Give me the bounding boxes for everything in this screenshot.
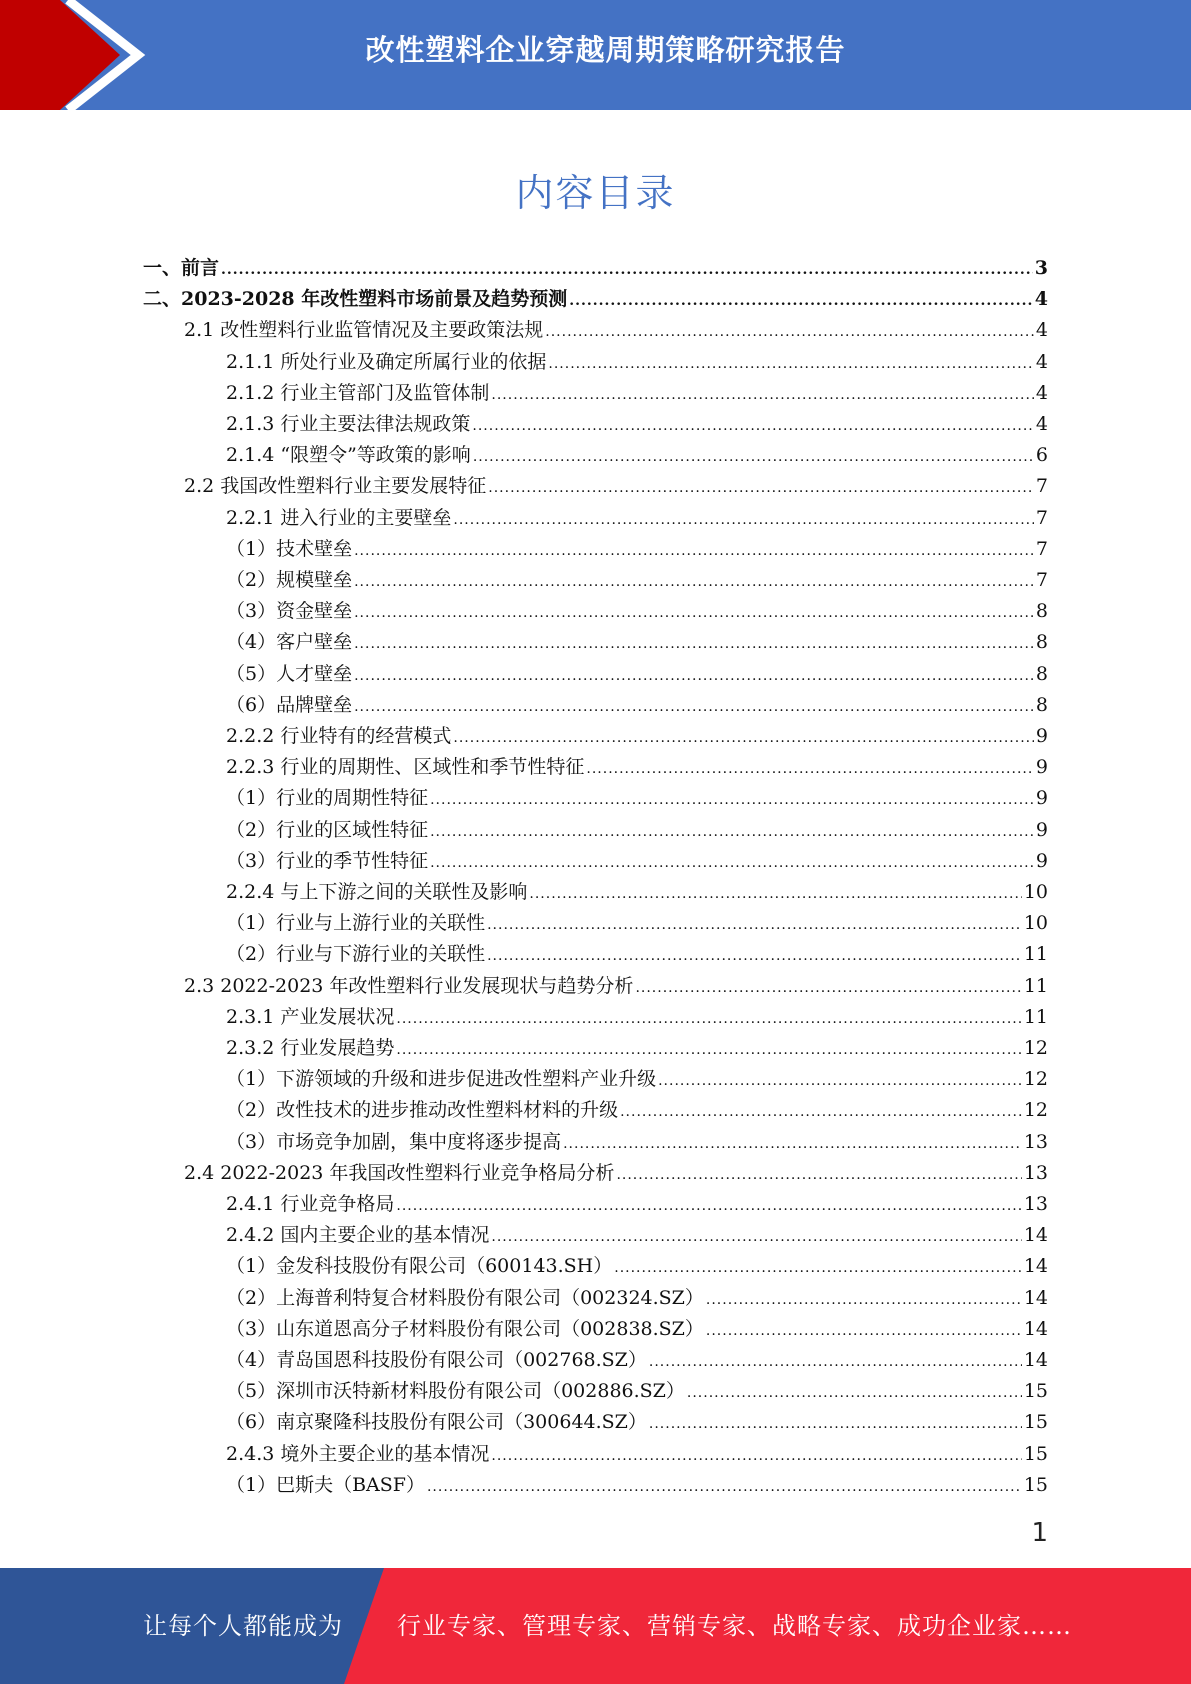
toc-dot-leader — [396, 1004, 1021, 1035]
toc-dot-leader — [706, 1316, 1022, 1347]
toc-entry[interactable] — [226, 939, 1048, 970]
toc-dot-leader — [354, 567, 1034, 598]
toc-entry-page: 8 — [1035, 693, 1048, 716]
toc-entry-page: 9 — [1035, 756, 1048, 779]
toc-entry[interactable] — [226, 1314, 1048, 1345]
toc-entry-page: 7 — [1035, 569, 1048, 591]
toc-entry[interactable] — [184, 315, 1048, 346]
toc-dot-leader — [620, 1097, 1022, 1128]
toc-entry[interactable] — [226, 596, 1048, 627]
toc-entry-label: （2）规模壁垒 — [226, 569, 353, 591]
toc-entry-label: 2.2.3 行业的周期性、区域性和季节性特征 — [226, 756, 585, 779]
toc-dot-leader — [488, 473, 1034, 504]
toc-dot-leader — [354, 629, 1034, 660]
toc-entry[interactable] — [226, 1095, 1048, 1126]
toc-entry-label: （2）行业的区域性特征 — [226, 818, 429, 841]
toc-entry[interactable] — [226, 1376, 1048, 1407]
toc-entry[interactable] — [226, 534, 1048, 565]
toc-entry-page: 4 — [1034, 288, 1048, 311]
toc-dot-leader — [427, 1472, 1022, 1503]
toc-heading: 内容目录 — [515, 171, 676, 215]
toc-entry-page: 4 — [1035, 319, 1048, 342]
toc-entry[interactable] — [226, 409, 1048, 440]
toc-dot-leader — [548, 349, 1034, 380]
toc-entry-label: （6）品牌壁垒 — [226, 693, 353, 716]
toc-entry[interactable] — [226, 1439, 1048, 1470]
footer-slogan-left: 让每个人都能成为 — [143, 1612, 343, 1640]
toc-entry-label: （5）深圳市沃特新材料股份有限公司（002886.SZ） — [226, 1380, 685, 1403]
toc-entry-page: 15 — [1023, 1442, 1048, 1465]
toc-entry-label: （3）市场竞争加剧，集中度将逐步提高 — [226, 1130, 562, 1153]
toc-dot-leader — [221, 255, 1033, 286]
toc-entry-page: 15 — [1023, 1473, 1048, 1496]
toc-entry-label: （1）行业与上游行业的关联性 — [226, 912, 486, 935]
toc-dot-leader — [354, 692, 1034, 723]
toc-entry-label: 2.4.1 行业竞争格局 — [226, 1193, 395, 1215]
toc-entry-label: 2.1.2 行业主管部门及监管体制 — [226, 381, 490, 404]
toc-entry-label: （1）技术壁垒 — [226, 537, 353, 560]
toc-entry-label: （6）南京聚隆科技股份有限公司（300644.SZ） — [226, 1411, 647, 1434]
toc-entry-page: 9 — [1035, 725, 1048, 747]
toc-entry-label: 一、前言 — [143, 257, 220, 279]
toc-entry-page: 8 — [1035, 631, 1048, 654]
toc-entry-page: 4 — [1035, 350, 1048, 373]
toc-entry-label: （1）巴斯夫（BASF） — [226, 1473, 425, 1496]
toc-entry[interactable] — [143, 284, 1048, 315]
toc-entry[interactable] — [226, 815, 1048, 846]
toc-entry-page: 9 — [1035, 787, 1048, 810]
toc-dot-leader — [491, 1222, 1021, 1253]
toc-entry[interactable] — [226, 347, 1048, 378]
toc-dot-leader — [649, 1409, 1022, 1440]
toc-entry-label: 二、2023-2028 年改性塑料市场前景及趋势预测 — [143, 288, 568, 311]
toc-entry-page: 14 — [1023, 1349, 1048, 1371]
toc-entry-page: 9 — [1035, 818, 1048, 841]
toc-dot-leader — [453, 723, 1034, 754]
toc-entry[interactable] — [226, 1407, 1048, 1438]
toc-entry-label: 2.1 改性塑料行业监管情况及主要政策法规 — [184, 319, 544, 342]
toc-dot-leader — [487, 910, 1022, 941]
toc-dot-leader — [473, 442, 1034, 473]
toc-entry-page: 7 — [1035, 506, 1048, 529]
toc-entry-label: 2.1.4 “限塑令”等政策的影响 — [226, 444, 471, 467]
toc-entry-page: 12 — [1023, 1099, 1048, 1122]
toc-entry[interactable] — [226, 1002, 1048, 1033]
toc-entry-page: 9 — [1035, 849, 1048, 872]
toc-entry-label: （4）青岛国恩科技股份有限公司（002768.SZ） — [226, 1349, 647, 1371]
toc-entry[interactable] — [226, 1033, 1048, 1064]
toc-entry[interactable] — [226, 1283, 1048, 1314]
toc-entry-page: 14 — [1023, 1317, 1048, 1340]
toc-entry[interactable] — [226, 1189, 1048, 1220]
toc-dot-leader — [487, 941, 1022, 972]
toc-entry-label: （3）行业的季节性特征 — [226, 849, 429, 872]
toc-entry-page: 3 — [1034, 257, 1048, 279]
toc-dot-leader — [491, 1441, 1021, 1472]
toc-entry-label: 2.4.2 国内主要企业的基本情况 — [226, 1224, 490, 1247]
toc-entry-label: （1）下游领域的升级和进步促进改性塑料产业升级 — [226, 1068, 657, 1091]
toc-entry-label: 2.3.1 产业发展状况 — [226, 1005, 395, 1028]
toc-entry-page: 14 — [1023, 1255, 1048, 1278]
toc-entry-label: （2）改性技术的进步推动改性塑料材料的升级 — [226, 1099, 619, 1122]
toc-entry-page: 15 — [1023, 1411, 1048, 1434]
toc-dot-leader — [614, 1253, 1022, 1284]
toc-entry-page: 14 — [1023, 1286, 1048, 1309]
toc-dot-leader — [396, 1035, 1021, 1066]
toc-entry[interactable] — [226, 503, 1048, 534]
toc-entry[interactable] — [226, 627, 1048, 658]
toc-entry-label: （2）行业与下游行业的关联性 — [226, 943, 486, 966]
toc-entry[interactable] — [226, 846, 1048, 877]
toc-entry[interactable] — [184, 1158, 1048, 1189]
toc-entry[interactable] — [226, 659, 1048, 690]
toc-dot-leader — [354, 661, 1034, 692]
toc-entry[interactable] — [226, 1470, 1048, 1501]
toc-entry-label: （5）人才壁垒 — [226, 662, 353, 685]
toc-entry-page: 10 — [1023, 912, 1048, 935]
toc-entry-page: 4 — [1035, 413, 1048, 435]
toc-dot-leader — [453, 505, 1034, 536]
toc-dot-leader — [586, 754, 1034, 785]
toc-entry-label: （1）金发科技股份有限公司（600143.SH） — [226, 1255, 613, 1278]
toc-entry-label: 2.2 我国改性塑料行业主要发展特征 — [184, 475, 487, 498]
toc-dot-leader — [529, 879, 1021, 910]
toc-entry-page: 13 — [1023, 1193, 1048, 1215]
toc-dot-leader — [706, 1285, 1022, 1316]
toc-entry[interactable] — [226, 1220, 1048, 1251]
toc-entry[interactable] — [226, 1127, 1048, 1158]
toc-entry[interactable] — [226, 565, 1048, 596]
toc-entry-label: （4）客户壁垒 — [226, 631, 353, 654]
toc-entry-label: （1）行业的周期性特征 — [226, 787, 429, 810]
toc-entry[interactable] — [226, 690, 1048, 721]
toc-entry-label: 2.2.1 进入行业的主要壁垒 — [226, 506, 452, 529]
toc-dot-leader — [430, 848, 1034, 879]
header-banner — [0, 0, 1191, 110]
toc-entry-page: 12 — [1023, 1037, 1048, 1059]
toc-entry-label: 2.2.2 行业特有的经营模式 — [226, 725, 452, 747]
toc-dot-leader — [472, 411, 1034, 442]
toc-dot-leader — [545, 317, 1034, 348]
toc-entry-page: 10 — [1023, 881, 1048, 903]
toc-entry-label: 2.4 2022-2023 年我国改性塑料行业竞争格局分析 — [184, 1161, 615, 1184]
toc-entry[interactable] — [226, 908, 1048, 939]
toc-entry[interactable] — [226, 877, 1048, 908]
toc-entry-page: 8 — [1035, 600, 1048, 623]
toc-entry-label: （3）资金壁垒 — [226, 600, 353, 623]
toc-entry[interactable] — [226, 1064, 1048, 1095]
toc-entry[interactable] — [226, 378, 1048, 409]
toc-entry[interactable] — [184, 971, 1048, 1002]
toc-entry-page: 11 — [1023, 943, 1048, 966]
toc-entry-page: 13 — [1023, 1161, 1048, 1184]
toc-dot-leader — [396, 1191, 1021, 1222]
toc-entry-label: 2.4.3 境外主要企业的基本情况 — [226, 1442, 490, 1465]
toc-entry-label: （3）山东道恩高分子材料股份有限公司（002838.SZ） — [226, 1317, 704, 1340]
toc-dot-leader — [569, 286, 1033, 317]
toc-dot-leader — [563, 1129, 1022, 1160]
footer-slogan-right: 行业专家、管理专家、营销专家、战略专家、成功企业家…… — [397, 1612, 1072, 1640]
toc-entry[interactable] — [226, 721, 1048, 752]
toc-dot-leader — [687, 1378, 1022, 1409]
toc-entry[interactable] — [226, 1251, 1048, 1282]
toc-entry-page: 6 — [1035, 444, 1048, 467]
toc-entry-page: 11 — [1023, 1005, 1048, 1028]
toc-dot-leader — [658, 1066, 1022, 1097]
toc-entry[interactable] — [226, 440, 1048, 471]
footer-banner — [0, 1568, 1191, 1684]
toc-entry-page: 14 — [1023, 1224, 1048, 1247]
toc-dot-leader — [430, 817, 1034, 848]
toc-entry-page: 7 — [1035, 537, 1048, 560]
toc-entry[interactable] — [226, 752, 1048, 783]
toc-dot-leader — [616, 1160, 1021, 1191]
toc-dot-leader — [354, 598, 1034, 629]
toc-entry-page: 4 — [1035, 381, 1048, 404]
toc-entry[interactable] — [143, 253, 1048, 284]
toc-dot-leader — [649, 1347, 1022, 1378]
page-number: 1 — [1031, 1518, 1048, 1548]
toc-dot-leader — [491, 380, 1034, 411]
toc-entry-page: 11 — [1023, 974, 1048, 997]
toc-entry-label: （2）上海普利特复合材料股份有限公司（002324.SZ） — [226, 1286, 704, 1309]
toc-entry[interactable] — [184, 471, 1048, 502]
toc-entry-page: 7 — [1035, 475, 1048, 498]
toc-entry-label: 2.2.4 与上下游之间的关联性及影响 — [226, 881, 528, 903]
report-title: 改性塑料企业穿越周期策略研究报告 — [365, 33, 846, 67]
toc-entry-page: 13 — [1023, 1130, 1048, 1153]
toc-entry[interactable] — [226, 1345, 1048, 1376]
toc-entry-page: 8 — [1035, 662, 1048, 685]
toc-dot-leader — [430, 785, 1034, 816]
toc-entry-label: 2.3.2 行业发展趋势 — [226, 1037, 395, 1059]
toc-entry-label: 2.1.3 行业主要法律法规政策 — [226, 413, 471, 435]
toc-dot-leader — [635, 973, 1021, 1004]
toc-entry[interactable] — [226, 783, 1048, 814]
toc-entry-label: 2.1.1 所处行业及确定所属行业的依据 — [226, 350, 547, 373]
toc-entry-label: 2.3 2022-2023 年改性塑料行业发展现状与趋势分析 — [184, 974, 634, 997]
toc-entry-page: 12 — [1023, 1068, 1048, 1091]
toc-entry-page: 15 — [1023, 1380, 1048, 1403]
toc-dot-leader — [354, 536, 1034, 567]
